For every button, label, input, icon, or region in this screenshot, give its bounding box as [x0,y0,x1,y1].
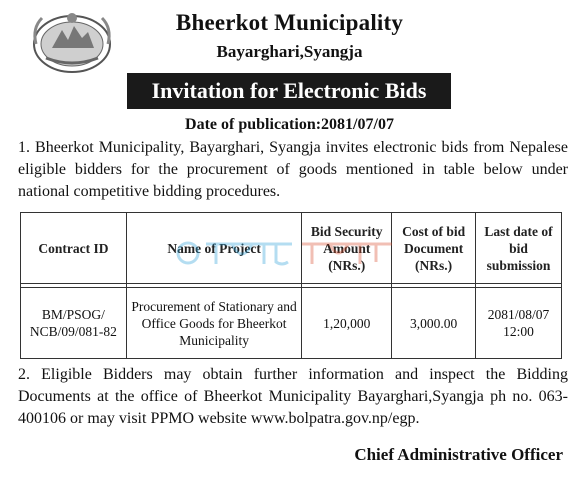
paragraph-1 [18,137,568,203]
paragraph-1-text: Bheerkot Municipality, Bayarghari, Syangja invites electronic bids from Nepalese eligible bidders for the procurement of goods mentioned in table below under national competitive bidding procedures. [18,139,568,200]
paragraph-1-number: 1. [18,139,30,156]
cell-contract-id: BM/PSOG/ NCB/09/081-82 [21,288,127,359]
cell-project: Procurement of Stationary and Office Goods for Bheerkot Municipality [126,288,301,359]
publication-date: Date of publication:2081/07/07 [185,116,394,133]
org-address: Bayarghari,Syangja [216,42,363,61]
cell-deadline: 2081/08/07 12:00 [476,288,562,359]
signatory-title: Chief Administrative Officer [354,445,563,464]
table-header-row [21,213,562,284]
cell-bid-security: 1,20,000 [302,288,392,359]
paragraph-2 [18,364,568,430]
header-bid-security: Bid Security Amount (NRs.) [302,213,392,284]
header-project: Name of Project [126,213,301,284]
paragraph-2-number: 2. [18,366,30,383]
cell-cost: 3,000.00 [392,288,476,359]
bid-table [20,212,562,359]
table-row [21,288,562,359]
header-deadline: Last date of bid submission [476,213,562,284]
org-name: Bheerkot Municipality [175,10,404,35]
notice-title-banner: Invitation for Electronic Bids [127,73,451,109]
header-contract-id: Contract ID [21,213,127,284]
paragraph-2-text: Eligible Bidders may obtain further information and inspect the Bidding Documents at the office of Bheerkot Municipality Bayarghari,Syangja ph no. 063-400106 or may visit PPMO website www.bolpatra.gov.np/egp. [18,366,569,427]
header-cost: Cost of bid Document (NRs.) [392,213,476,284]
